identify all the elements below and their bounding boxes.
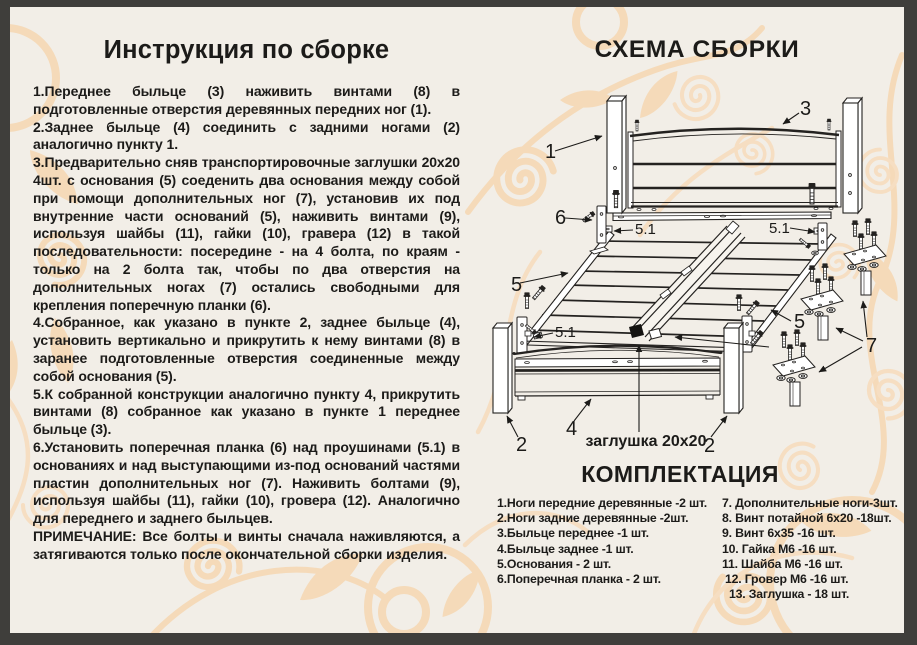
part-item: 4.Быльце заднее -1 шт.	[497, 541, 634, 556]
part-item: 10. Гайка М6 -16 шт.	[722, 541, 837, 556]
part-item: 13. Заглушка - 18 шт.	[729, 587, 850, 602]
part-item: 8. Винт потайной 6х20 -18шт.	[722, 511, 892, 526]
transport-plug-white	[649, 329, 662, 340]
label-front-leg: 1	[545, 141, 557, 163]
label-front-headboard: 3	[800, 98, 812, 120]
part-item: 7. Дополнительные ноги-3шт.	[722, 496, 898, 510]
label-eyelet: 5.1	[555, 324, 576, 341]
label-rear-leg: 2	[704, 435, 716, 457]
instruction-step-3: 3.Предварительно сняв транспортировочные заглушки 20х20 4шт. с основания (5) соеденить два основания между собой при помощи дополнительных ног (7), установив их под внутренние части оснований (5), наживить винтами (9), используя шайбы (11), гайки (10), гравера (12) в такой последовательности: посередине - на 4 болта, по краям - только на 2 болта так, чтобы по два отверстия на дополнительных ногах (7) остались свободными для крепления поперечную планки (6).	[33, 154, 460, 313]
instruction-step-1: 1.Переднее быльце (3) наживить винтами (8) в подготовленные отверстия деревянных передних ног (1).	[33, 83, 460, 117]
screw-icon	[581, 210, 596, 223]
instructions-panel	[33, 36, 460, 564]
bolt-icon	[523, 292, 530, 308]
label-eyelet: 5.1	[769, 220, 790, 237]
washer-icon	[812, 251, 819, 255]
label-rear-leg: 2	[516, 434, 528, 456]
label-extra-leg: 7	[866, 335, 878, 357]
label-cross-plank: 6	[555, 207, 567, 229]
instructions-note: ПРИМЕЧАНИЕ: Все болты и винты сначала наживляются, а затягиваются только после окончательной сборки изделия.	[33, 527, 460, 562]
instructions-title: Инструкция по сборке	[103, 36, 390, 64]
part-item: 1.Ноги передние деревянные -2 шт.	[497, 496, 707, 510]
extra-leg-assembly	[773, 329, 815, 406]
extra-leg-assembly	[844, 218, 886, 295]
part-item: 12. Гровер М6 -16 шт.	[725, 572, 849, 587]
label-rear-headboard: 4	[566, 418, 578, 440]
parts-title: КОМПЛЕКТАЦИЯ	[581, 461, 779, 487]
bolt-icon	[531, 284, 547, 301]
part-item: 5.Основания - 2 шт.	[497, 556, 611, 571]
parts-list-left	[497, 496, 707, 587]
label-plug: заглушка 20х20	[585, 433, 707, 450]
part-item: 9. Винт 6х35 -16 шт.	[722, 526, 836, 541]
instruction-step-4: 4.Собранное, как указано в пункте 2, заднее быльце (4), установить вертикально и прикрутить к нему винтами (8) в заранее подготовленные отверстия соединенные между собой основания (5).	[33, 314, 460, 384]
headboard-group	[607, 96, 862, 213]
assembly-diagram	[487, 85, 917, 465]
bolt-icon	[807, 183, 816, 204]
label-eyelet: 5.1	[635, 221, 656, 238]
part-item: 3.Быльце переднее -1 шт.	[497, 526, 649, 541]
part-item: 11. Шайба М6 -16 шт.	[722, 556, 843, 571]
bolt-icon	[735, 294, 742, 310]
screw-icon	[634, 120, 639, 131]
parts-list-right	[722, 496, 898, 602]
part-item: 2.Ноги задние деревянные -2шт.	[497, 511, 689, 526]
instruction-step-6: 6.Установить поперечная планка (6) над проушинами (5.1) в основаниях и над выступающими из-под оснований частями пластин дополнительных ног (7). Наживить болтами (9), используя шайбы (11), гайки (10), гровера (12). Аналогично для переднего и заднего быльцев.	[33, 438, 460, 527]
label-base: 5	[794, 311, 806, 333]
diagram-title: СХЕМА СБОРКИ	[594, 36, 800, 63]
bolt-icon	[745, 299, 761, 316]
part-item: 6.Поперечная планка - 2 шт.	[497, 572, 661, 587]
screw-icon	[826, 119, 831, 130]
instruction-step-5: 5.К собранной конструкции аналогично пункту 4, прикрутить винтами (8) собранное как указано в пункте 1 переднее быльце (3).	[33, 385, 460, 438]
instruction-step-2: 2.Заднее быльце (4) соединить с задними ногами (2) аналогично пункту 1.	[33, 118, 460, 153]
label-base: 5	[511, 274, 523, 296]
